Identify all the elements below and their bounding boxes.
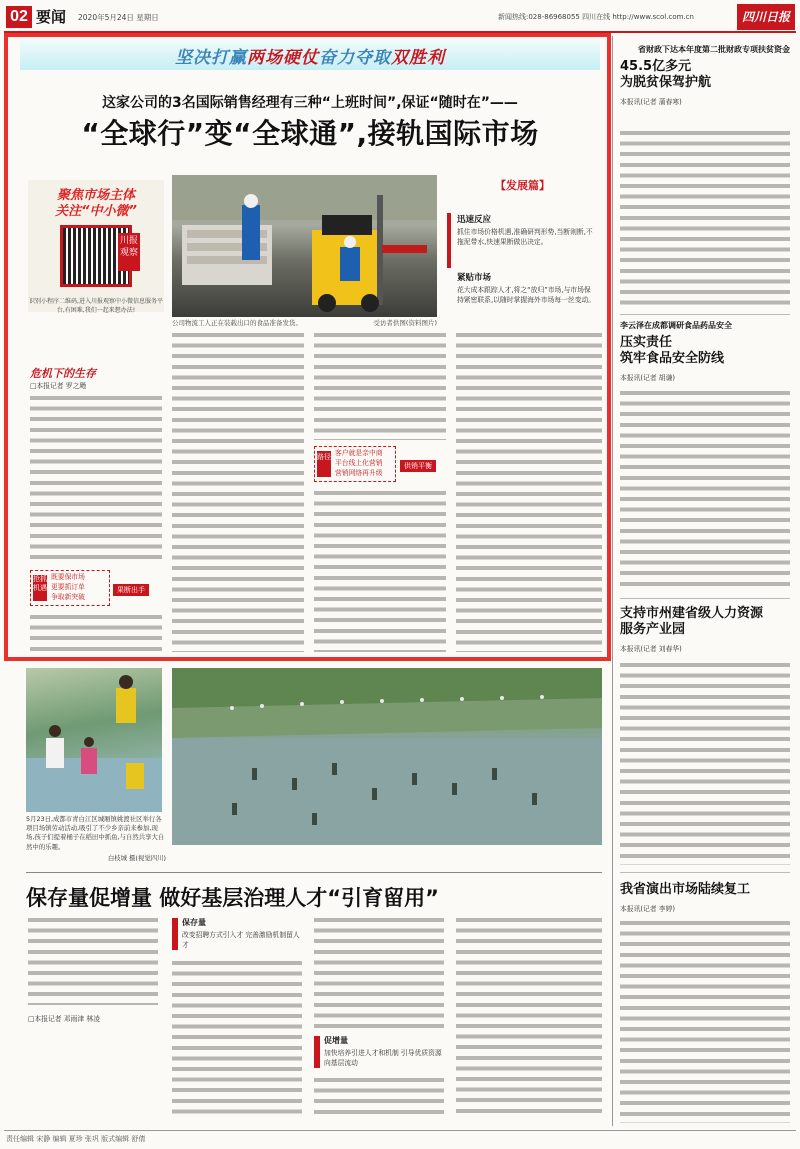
banner-text-3: 奋力夺取 — [319, 47, 391, 68]
newspaper-logo: 四川日报 — [737, 4, 795, 30]
lead-body-col-3b — [314, 488, 446, 652]
sidebar-text-1: 抓住市场价格机遇,准确研判形势,当断则断,不拖泥带水,快速果断做出决定。 — [457, 228, 593, 246]
brief-3-body — [620, 660, 790, 865]
tag-crisis-action: 果断出手 — [113, 584, 149, 596]
brief-2-headline: 压实责任 筑牢食品安全防线 — [620, 335, 725, 366]
sub-accent-2 — [314, 1036, 320, 1068]
banner-text-4: 双胜利 — [391, 47, 445, 68]
promo-title: 聚焦市场主体 关注“中小微” — [55, 188, 137, 219]
campaign-banner — [20, 40, 600, 70]
fishing-illustration — [26, 668, 162, 812]
photo-credit: 受访者供图(资料图片) — [373, 319, 437, 327]
brief-3-byline: 本报讯(记者 刘春华) — [620, 645, 682, 653]
brief-1 — [620, 44, 790, 107]
brief-divider-1 — [620, 314, 790, 315]
warehouse-illustration — [172, 175, 437, 317]
second-subhead-1: 保存量 — [182, 918, 206, 927]
brief-1-byline: 本报讯(记者 蒲春寒) — [620, 98, 682, 106]
development-sidebar — [447, 175, 603, 320]
photo-story-caption: 5月23日,成都市青白江区城厢镇姚渡社区举行各项目场镇劳动活动,吸引了不少乡亲前来参加,现场,孩子们提着桶子在稻田中抓鱼,与自然共享大自然中的乐趣。 白枝城 摄(视觉四川) — [26, 815, 166, 862]
brief-2-body — [620, 388, 790, 588]
lead-headline: “全球行”变“全球通”,接轨国际市场 — [81, 117, 539, 150]
banner-text-1: 坚决打赢 — [175, 47, 247, 68]
second-lead-text — [28, 915, 158, 1005]
promo-card[interactable] — [28, 180, 164, 312]
qr-label: 川报观察 — [118, 233, 140, 271]
photo-caption: 公司物流工人正在装载出口的食品准备发货。 受访者供图(资料图片) — [172, 319, 437, 327]
second-subtext-2: 加快培养引进人才和机制 引导优质资源向基层流动 — [324, 1049, 442, 1067]
footer-credits: 责任编辑 宋静 编辑 夏珍 张巩 版式编辑 舒倩 — [6, 1135, 146, 1143]
warehouse-photo — [172, 175, 437, 317]
lead-body-col-1b — [30, 612, 162, 654]
brief-divider-3 — [620, 872, 790, 873]
brief-3-headline: 支持市州建省级人力资源 服务产业园 — [620, 606, 764, 637]
second-body-col-3 — [456, 915, 602, 1118]
sub-accent-1 — [172, 918, 178, 950]
sidebar-tag: 【发展篇】 — [495, 179, 550, 192]
brief-2 — [620, 320, 790, 383]
second-headline: 保存量促增量 做好基层治理人才“引育留用” — [26, 886, 439, 910]
paddy-field-illustration — [172, 668, 602, 845]
brief-2-kicker: 李云泽在成都调研食品药品安全 — [620, 321, 732, 330]
brief-4-byline: 本报讯(记者 李婷) — [620, 905, 676, 913]
children-fishing-photo — [26, 668, 162, 812]
page-number: 02 — [6, 6, 32, 28]
brief-3 — [620, 606, 790, 654]
lead-body-col-1 — [30, 393, 162, 563]
lead-byline: □本报记者 罗之飏 — [30, 382, 87, 390]
lead-kicker: 这家公司的3名国际销售经理有三种“上班时间”,保证“随时在”—— — [102, 95, 518, 111]
sidebar-heading-2: 紧贴市场 — [457, 273, 492, 283]
brief-1-body — [620, 128, 790, 308]
issue-date: 2020年5月24日 星期日 — [78, 13, 159, 22]
lead-body-col-3 — [314, 330, 446, 440]
promo-caption: 识别小程序二维码,进入川报观察中小微信息服务平台,有困难,我们一起来想办法! — [29, 298, 163, 314]
brief-4-headline: 我省演出市场陆续复工 — [620, 882, 751, 897]
photo-story-credit: 白枝城 摄(视觉四川) — [107, 853, 166, 862]
tag-crisis: 抢抓机遇 既要保市场 更要抓订单 争取新突破 — [30, 570, 110, 606]
tag-path: 路径 客户就是亲中商 平台线上化营销 营销网络再升级 — [314, 446, 396, 482]
lead-body-col-4 — [456, 330, 602, 652]
second-body-col-2 — [314, 915, 444, 1030]
column-tag: 危机下的生存 — [30, 367, 96, 380]
brief-1-kicker: 省财政下达本年度第二批财政专项扶贫资金 — [638, 45, 790, 54]
sidebar-heading-1: 迅速反应 — [457, 215, 492, 225]
brief-2-byline: 本报讯(记者 胡谦) — [620, 374, 676, 382]
paddy-field-photo — [172, 668, 602, 845]
second-body-col-1 — [172, 958, 302, 1118]
footer-rule — [4, 1130, 796, 1131]
news-hotline: 新闻热线:028-86968055 四川在线 http://www.scol.com.cn — [498, 13, 694, 21]
column-divider — [612, 36, 613, 1126]
brief-1-headline: 45.5亿多元 为脱贫保驾护航 — [620, 59, 712, 90]
banner-text-2: 两场硬仗 — [247, 47, 319, 68]
second-subhead-2: 促增量 — [324, 1036, 348, 1045]
second-subtext-1: 改变招聘方式引入才 完善激励机制留人才 — [182, 931, 300, 949]
tag-path-action: 供销平衡 — [400, 460, 436, 472]
sidebar-text-2: 花大成本跟踪人才,将之“放归”市场,与市场保持紧密联系,以随时掌握海外市场每一丝变动。 — [457, 286, 596, 304]
brief-4 — [620, 882, 790, 914]
section-rule — [26, 872, 602, 873]
sidebar-accent — [447, 213, 451, 268]
second-body-col-2b — [314, 1075, 444, 1119]
second-byline: □本报记者 邓雨津 林凌 — [28, 1015, 100, 1023]
brief-4-body — [620, 918, 790, 1123]
brief-divider-2 — [620, 598, 790, 599]
lead-body-col-2 — [172, 330, 304, 652]
section-title: 要闻 — [36, 8, 67, 26]
